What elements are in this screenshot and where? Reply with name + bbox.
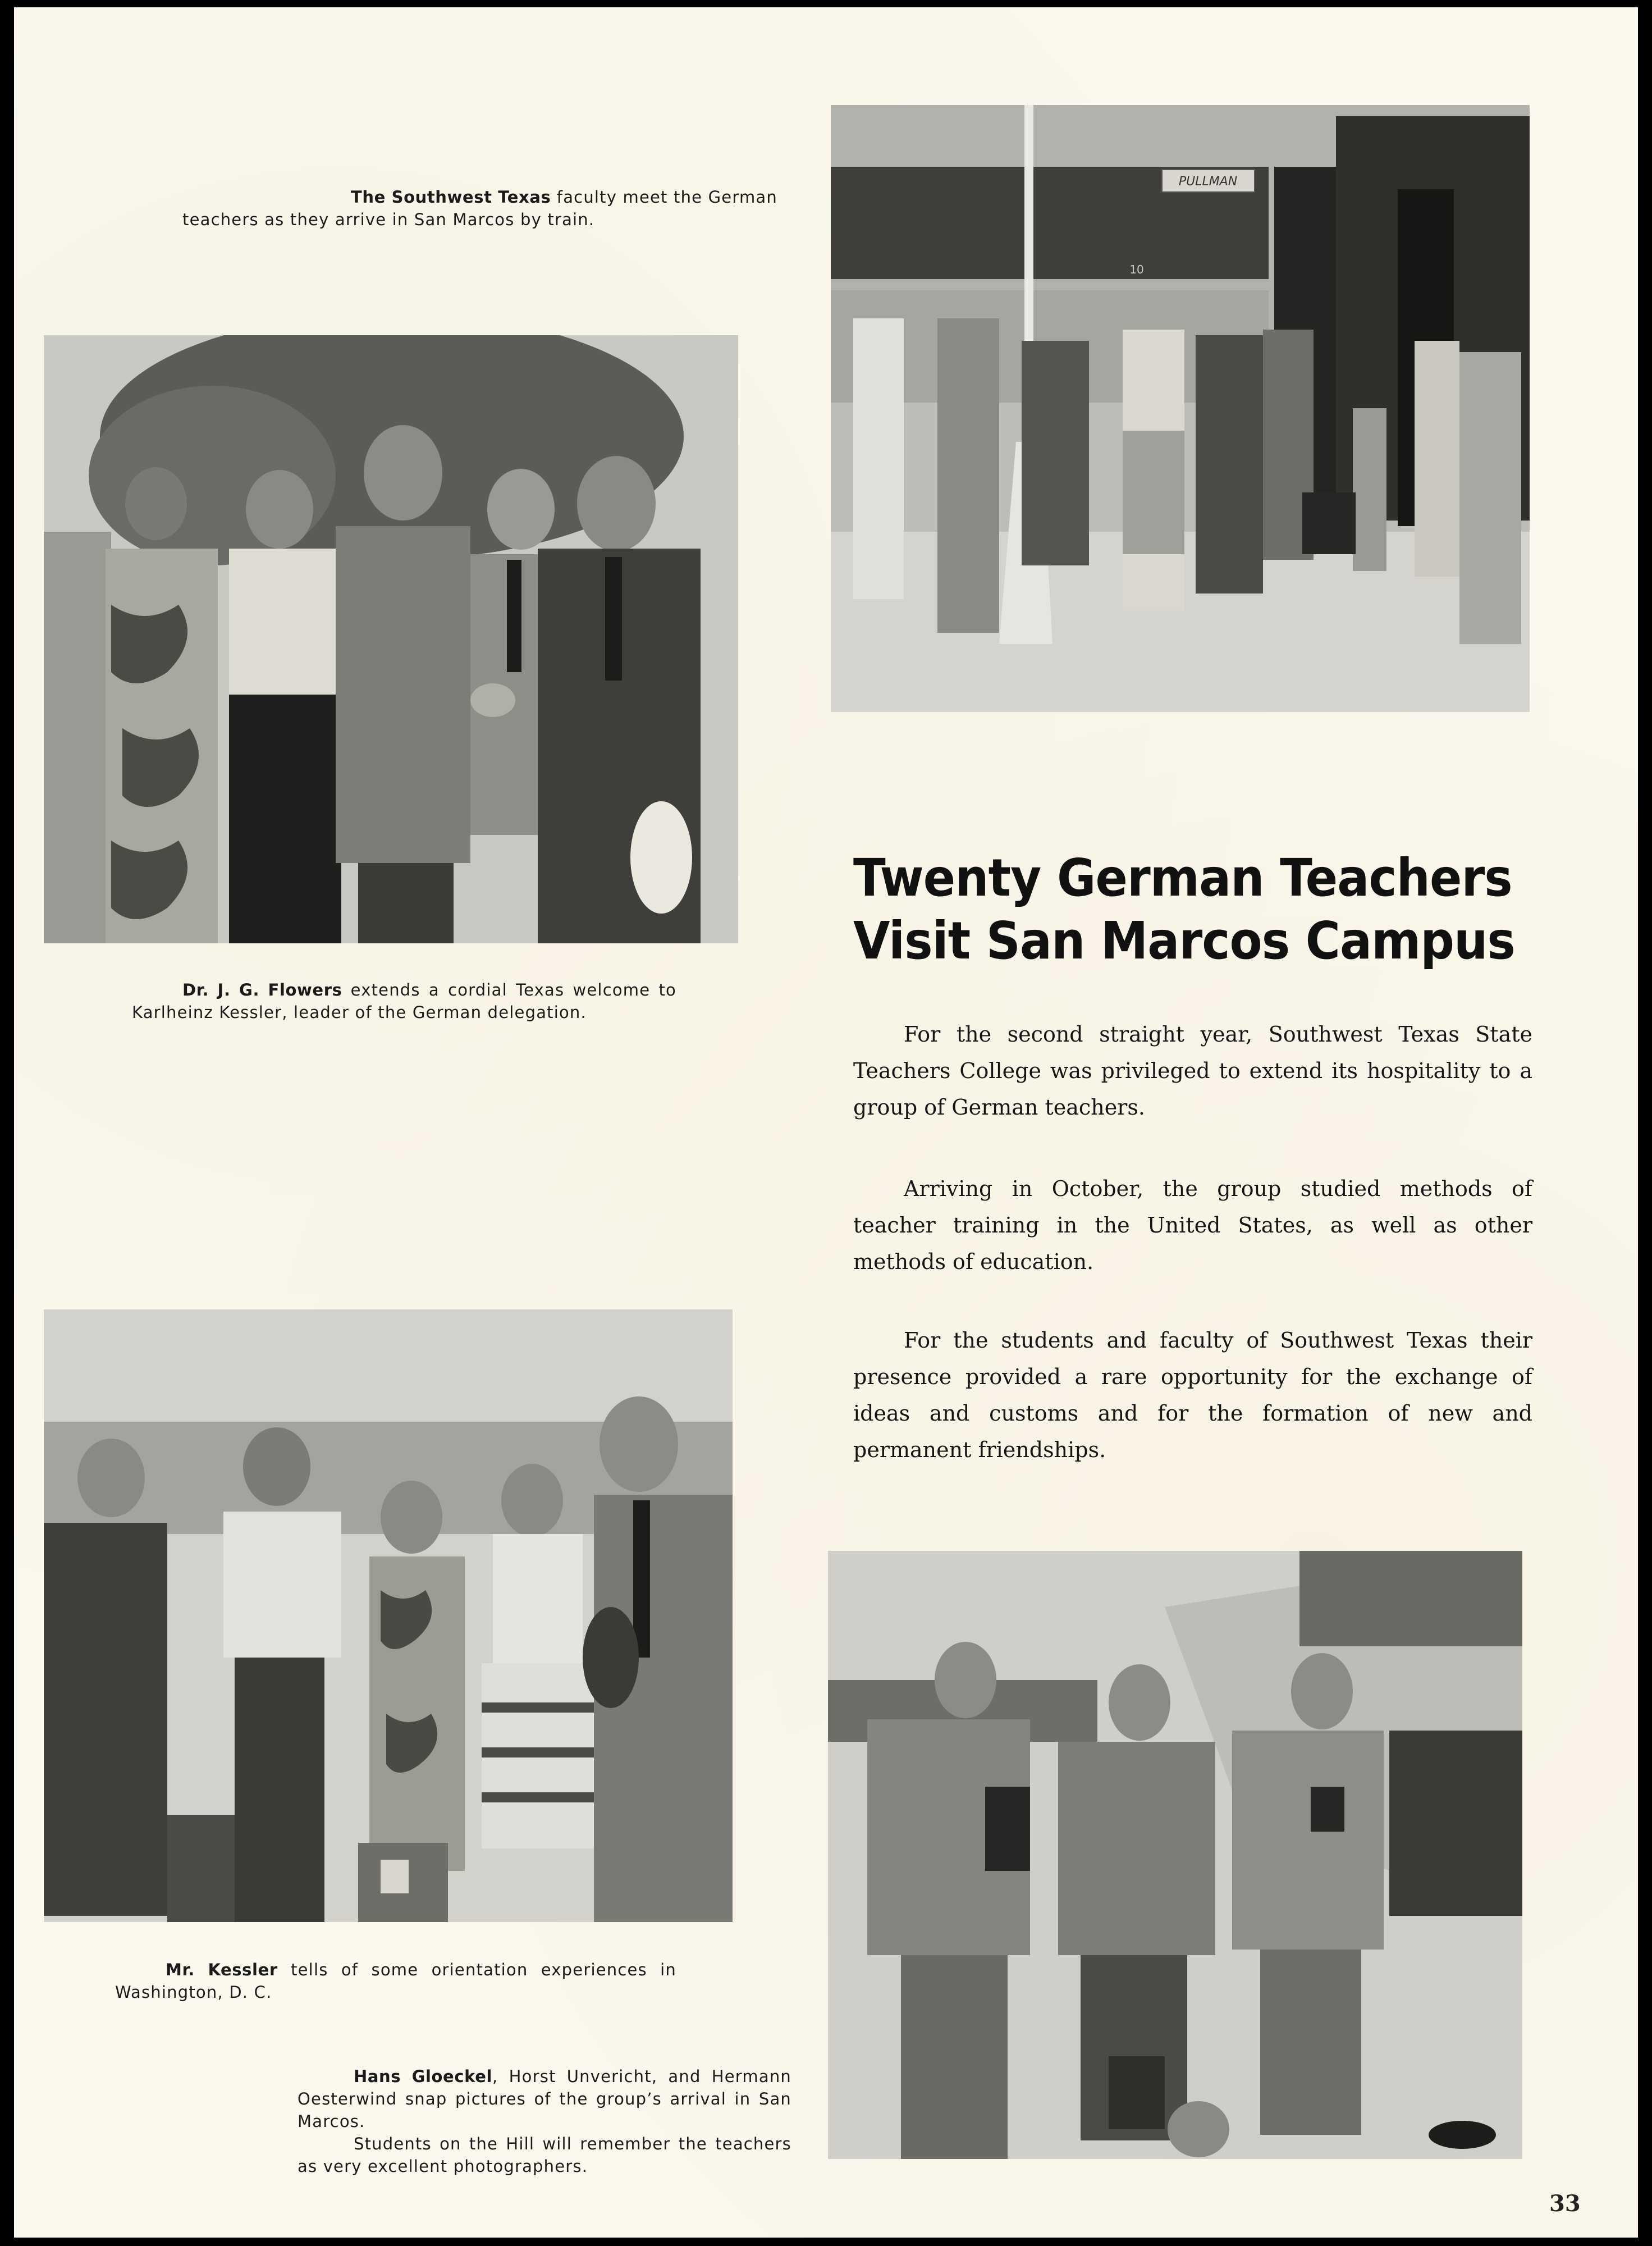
caption-train-arrival-text: faculty meet the German teachers as they arrive in San Marcos by train.: [182, 188, 777, 229]
photo-handshake: [44, 335, 738, 943]
caption-photographers-bold: Hans Gloeckel: [354, 2067, 493, 2086]
headline-line-2: Visit San Marcos Campus: [853, 911, 1515, 971]
article-paragraph-1: [853, 1016, 1532, 1126]
paragraph-text: Arriving in October, the group studied methods of teacher training in the United States, as well as other methods of education.: [853, 1176, 1532, 1274]
article-paragraph-3: [853, 1322, 1532, 1468]
caption-welcome-text: extends a cordial Texas welcome to Karlheinz Kessler, leader of the German delegation.: [132, 980, 676, 1022]
photo-photographers: [828, 1551, 1522, 2159]
luggage-image: [44, 1309, 733, 1922]
train-image: [831, 105, 1530, 712]
headline-line-1: Twenty German Teachers: [853, 848, 1512, 908]
caption-photographers: [298, 2065, 791, 2177]
caption-welcome: [132, 979, 676, 1024]
article-paragraph-2: [853, 1171, 1532, 1280]
photo-train-arrival: [831, 105, 1530, 712]
caption-photographers-second: Students on the Hill will remember the teachers as very excellent photographers.: [298, 2134, 791, 2176]
train-car-number: 10: [1129, 263, 1144, 276]
caption-orientation: [115, 1959, 676, 2003]
handshake-image: [44, 335, 738, 943]
caption-train-arrival-bold: The Southwest Texas: [351, 188, 551, 207]
caption-orientation-text: tells of some orientation experiences in Washington, D. C.: [115, 1960, 676, 2002]
caption-train-arrival: [182, 186, 791, 231]
caption-orientation-bold: Mr. Kessler: [166, 1960, 278, 1979]
yearbook-page: [14, 7, 1638, 2238]
photo-luggage: [44, 1309, 733, 1922]
article-headline: [853, 847, 1515, 973]
paragraph-text: For the second straight year, Southwest Texas State Teachers College was privileged to extend its hospitality to a group of German teachers.: [853, 1022, 1532, 1120]
paragraph-text: For the students and faculty of Southwest Texas their presence provided a rare opportunity for the exchange of ideas and customs and for the formation of new and permanent friendships.: [853, 1328, 1532, 1462]
page-number: 33: [1549, 2190, 1581, 2217]
train-car-sign: PULLMAN: [1178, 175, 1238, 189]
caption-photographers-text: , Horst Unvericht, and Hermann Oesterwind snap pictures of the group’s arrival in San Marcos.: [298, 2067, 791, 2131]
caption-welcome-bold: Dr. J. G. Flowers: [182, 980, 342, 999]
photographers-image: [828, 1551, 1522, 2159]
